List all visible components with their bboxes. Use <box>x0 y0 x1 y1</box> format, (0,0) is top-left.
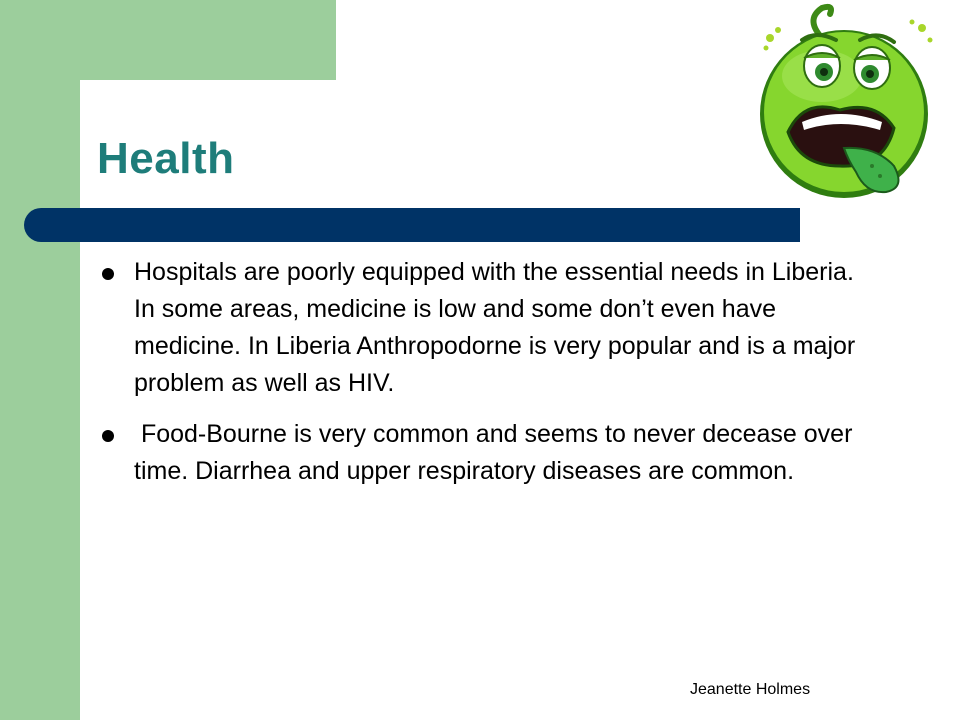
bullet-item <box>100 416 870 490</box>
footer-author: Jeanette Holmes <box>690 681 811 698</box>
bullet-dot-icon <box>102 430 114 442</box>
slide-title: Health <box>97 134 235 183</box>
top-green-block <box>80 0 336 80</box>
left-green-band <box>0 0 80 720</box>
bullet-text: Food-Bourne is very common and seems to never decease over time. Diarrhea and upper respiratory diseases are common. <box>134 420 860 485</box>
sick-face-icon <box>744 0 940 205</box>
title-underline-bar <box>24 208 800 242</box>
bullet-item <box>100 254 870 402</box>
bullet-text: Hospitals are poorly equipped with the essential needs in Liberia. In some areas, medicine is low and some don’t even have medicine. In Liberia Anthropodorne is very popular and is a major problem as well as HIV. <box>134 258 856 397</box>
bullet-list <box>100 254 870 504</box>
bullet-dot-icon <box>102 268 114 280</box>
